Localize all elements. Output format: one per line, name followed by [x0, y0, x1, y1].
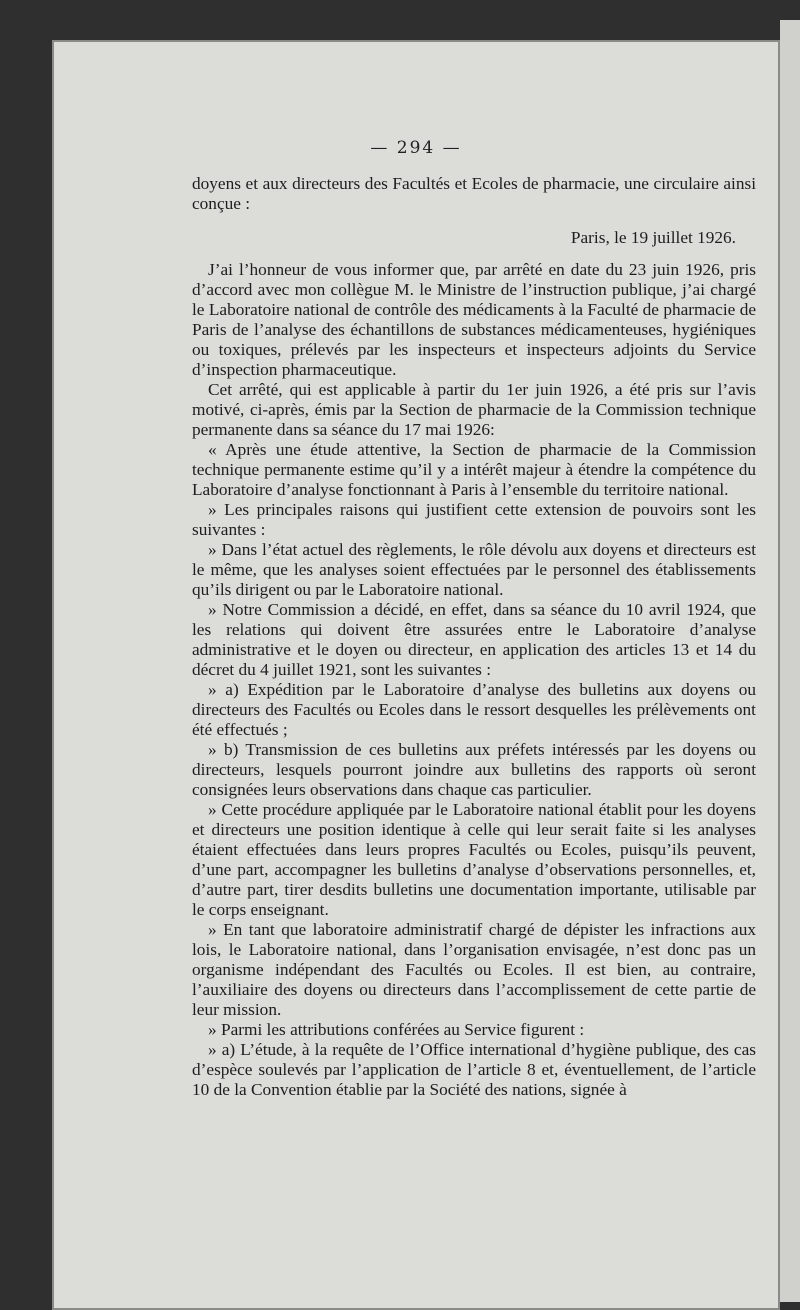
- paragraph: J’ai l’honneur de vous informer que, par arrêté en date du 23 juin 1926, pris d’accord avec mon collègue M. le Ministre de l’instruction publique, j’ai chargé le Laboratoire national de contrôle des médicaments à la Faculté de pharmacie de Paris de l’analyse des échantillons de substances médicamenteuses, hygiéniques ou toxiques, prélevés par les inspecteurs et inspecteurs adjoints du Service d’inspection pharmaceutique.: [192, 260, 756, 379]
- letter-date: Paris, le 19 juillet 1926.: [570, 228, 736, 247]
- paragraph: » Cette procédure appliquée par le Laboratoire national établit pour les doyens et directeurs une position identique à celle qui leur serait faite si les analyses étaient effectuées dans leurs propres Facultés ou Ecoles, puisqu’ils peuvent, d’une part, accompagner les bulletins d’analyse d’observations personnelles, et, d’autre part, tirer desdits bulletins une documentation importante, utilisable par le corps enseignant.: [192, 800, 756, 919]
- paragraph: » Les principales raisons qui justifient cette extension de pouvoirs sont les suivantes :: [192, 500, 756, 539]
- paragraph: » Dans l’état actuel des règlements, le rôle dévolu aux doyens et directeurs est le même, que les analyses soient effectuées par le personnel des établissements qu’ils dirigent ou par le Laboratoire national.: [192, 540, 756, 599]
- document-page: [52, 40, 780, 1310]
- paragraph: « Après une étude attentive, la Section de pharmacie de la Commission technique permanente estime qu’il y a intérêt majeur à étendre la compétence du Laboratoire d’analyse fonctionnant à Paris à l’ensemble du territoire national.: [192, 440, 756, 499]
- paragraph: » a) L’étude, à la requête de l’Office international d’hygiène publique, des cas d’espèce soulevés par l’application de l’article 8 et, éventuellement, de l’article 10 de la Convention établie par la Société des nations, signée à: [192, 1040, 756, 1099]
- paragraph: Cet arrêté, qui est applicable à partir du 1er juin 1926, a été pris sur l’avis motivé, ci-après, émis par la Section de pharmacie de la Commission technique permanente dans sa séance du 17 mai 1926:: [192, 380, 756, 439]
- paragraph: » b) Transmission de ces bulletins aux préfets intéressés par les doyens ou directeurs, lesquels pourront joindre aux bulletins des rapports où seront consignées leurs observations dans chaque cas particulier.: [192, 740, 756, 799]
- paragraph: doyens et aux directeurs des Facultés et Ecoles de pharmacie, une circulaire ainsi conçue :: [192, 174, 756, 213]
- body-text: [192, 174, 756, 1100]
- paragraph: » En tant que laboratoire administratif chargé de dépister les infractions aux lois, le Laboratoire national, dans l’organisation envisagée, n’est donc pas un organisme indépendant des Facultés ou Ecoles. Il est bien, au contraire, l’auxiliaire des doyens ou directeurs dans l’accomplissement de cette partie de leur mission.: [192, 920, 756, 1019]
- paragraph: » a) Expédition par le Laboratoire d’analyse des bulletins aux doyens ou directeurs des Facultés ou Ecoles dans le ressort desquelles les prélèvements ont été effectués ;: [192, 680, 756, 739]
- paragraph: » Parmi les attributions conférées au Service figurent :: [208, 1020, 585, 1039]
- paragraph: » Notre Commission a décidé, en effet, dans sa séance du 10 avril 1924, que les relations qui doivent être assurées entre le Laboratoire d’analyse administrative et le doyen ou directeur, en application des articles 13 et 14 du décret du 4 juillet 1921, sont les suivantes :: [192, 600, 756, 679]
- page-number: — 294 —: [370, 138, 462, 158]
- adjacent-page-edge: [780, 20, 800, 1302]
